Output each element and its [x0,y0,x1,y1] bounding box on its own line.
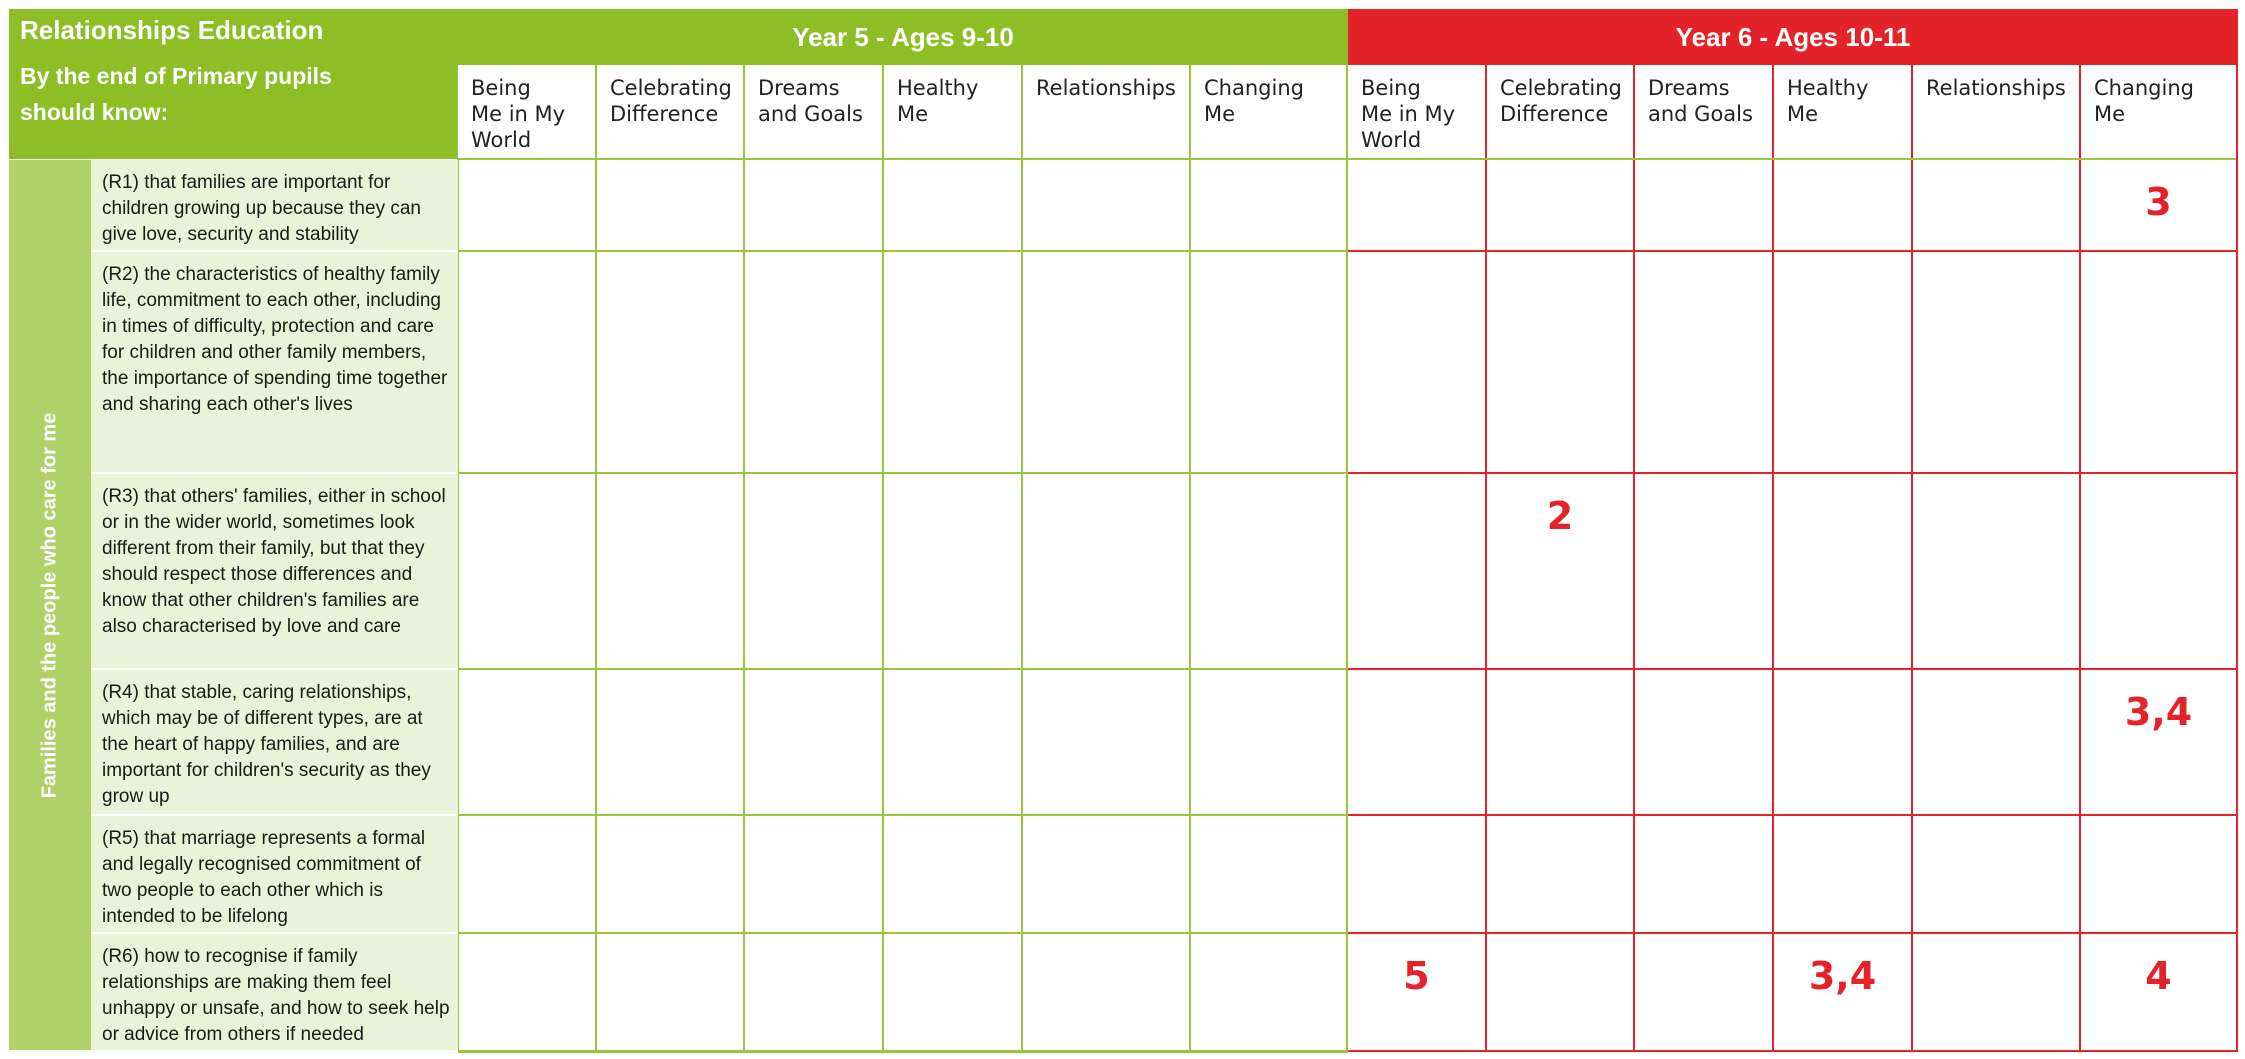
year5-label: Year 5 - Ages 9-10 [792,21,1014,52]
table-cell [597,670,745,816]
table-cell [1191,934,1348,1052]
year6-column-header: Celebrating Difference [1487,65,1635,158]
table-cell [458,474,597,670]
table-cell [1774,816,1913,934]
table-cell [884,474,1023,670]
lesson-number: 3,4 [2124,690,2193,734]
row-text: (R6) how to recognise if family relationships are making them feel unhappy or unsafe, and how to seek help or advice from others if needed [91,934,458,1052]
table-cell [1023,816,1191,934]
table-cell [1023,252,1191,474]
table-cell [1487,252,1635,474]
table-subtitle: By the end of Primary pupils should know: [20,63,332,125]
table-cell [2081,934,2238,1052]
table-cell [884,670,1023,816]
table-cell [1635,474,1774,670]
table-cell [745,934,884,1052]
table-cell [1487,474,1635,670]
table-cell [745,160,884,252]
table-title: Relationships Education [20,15,324,45]
table-cell [745,474,884,670]
year6-label: Year 6 - Ages 10-11 [1675,21,1911,52]
year5-column-header: Healthy Me [884,65,1023,158]
row-text: (R3) that others' families, either in school or in the wider world, sometimes look different from their family, but that they should respect those differences and know that other children's families are also characterised by love and care [91,474,458,670]
table-cell [1913,816,2081,934]
table-cell [1913,670,2081,816]
table-cell [1487,670,1635,816]
year5-column-header: Relationships [1023,65,1191,158]
year5-column-header: Changing Me [1191,65,1348,158]
table-cell [2081,474,2238,670]
table-cell [1635,816,1774,934]
table-cell [1023,670,1191,816]
lesson-number: 4 [2145,954,2172,998]
table-cell [1348,252,1487,474]
table-cell [458,160,597,252]
table-cell [1023,160,1191,252]
year5-column-header: Being Me in My World [458,65,597,158]
table-cell [597,252,745,474]
table-cell [1635,252,1774,474]
table-cell [597,816,745,934]
table-cell [1635,670,1774,816]
year5-header [458,9,1348,65]
table-cell [745,816,884,934]
table-cell [1774,670,1913,816]
table-cell [745,252,884,474]
table-cell [884,934,1023,1052]
table-cell [1774,934,1913,1052]
year6-column-header: Being Me in My World [1348,65,1487,158]
lesson-number: 5 [1403,954,1430,998]
year6-header [1348,9,2238,65]
table-cell [1913,160,2081,252]
table-cell [1191,160,1348,252]
row-text: (R2) the characteristics of healthy family life, commitment to each other, including in times of difficulty, protection and care for children and other family members, the importance of spending time together and sharing each other's lives [91,252,458,474]
table-cell [1348,816,1487,934]
year5-column-header: Dreams and Goals [745,65,884,158]
table-cell [2081,816,2238,934]
table-cell [597,934,745,1052]
table-cell [1913,934,2081,1052]
table-cell [745,670,884,816]
table-cell [458,816,597,934]
section-label-wrap [9,160,91,1050]
table-cell [1348,474,1487,670]
table-cell [1913,474,2081,670]
table-cell [2081,252,2238,474]
table-cell [597,160,745,252]
table-cell [1023,474,1191,670]
lesson-number: 3,4 [1808,954,1877,998]
table-cell [2081,160,2238,252]
row-text: (R5) that marriage represents a formal and legally recognised commitment of two people to each other which is intended to be lifelong [91,816,458,934]
table-cell [884,160,1023,252]
table-cell [884,252,1023,474]
table-cell [597,474,745,670]
table-cell [1774,474,1913,670]
table-cell [1487,160,1635,252]
table-cell [458,670,597,816]
section-label: Families and the people who care for me [38,412,61,798]
table-cell [1635,160,1774,252]
year6-column-header: Changing Me [2081,65,2238,158]
table-cell [1774,252,1913,474]
row-text: (R4) that stable, caring relationships, which may be of different types, are at the heart of happy families, and are important for children's security as they grow up [91,670,458,816]
table-cell [1348,160,1487,252]
table-cell [458,934,597,1052]
table-cell [1913,252,2081,474]
table-cell [1191,474,1348,670]
table-cell [1191,816,1348,934]
lesson-number: 3 [2145,180,2172,224]
row-text: (R1) that families are important for children growing up because they can give love, security and stability [91,160,458,252]
table-cell [1635,934,1774,1052]
table-cell [1191,670,1348,816]
lesson-number: 2 [1546,494,1574,538]
table-cell [1487,816,1635,934]
table-cell [2081,670,2238,816]
table-cell [1023,934,1191,1052]
table-cell [1348,670,1487,816]
year6-column-header: Relationships [1913,65,2081,158]
table-cell [884,816,1023,934]
table-cell [1774,160,1913,252]
year6-column-header: Dreams and Goals [1635,65,1774,158]
table-cell [458,252,597,474]
table-cell [1191,252,1348,474]
table-cell [1487,934,1635,1052]
year6-column-header: Healthy Me [1774,65,1913,158]
year5-column-header: Celebrating Difference [597,65,745,158]
table-cell [1348,934,1487,1052]
